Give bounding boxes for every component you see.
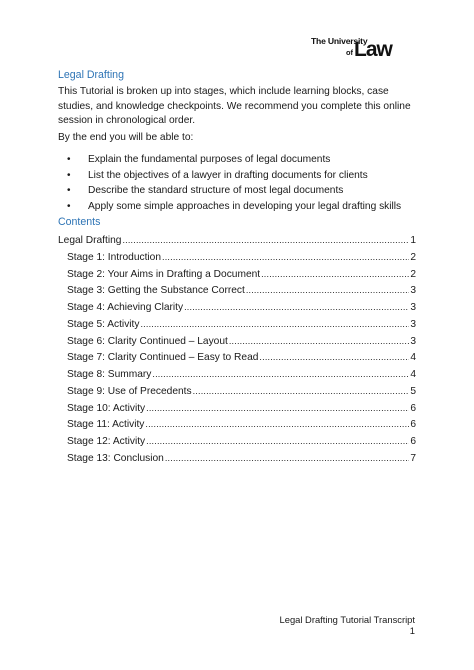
intro-paragraph: This Tutorial is broken up into stages, which include learning blocks, case studies, and knowledge checkpoints. We recommend you complete this online session in chronological order. [58, 86, 411, 127]
contents-heading: Contents [58, 216, 101, 228]
toc-leader-dots [229, 333, 409, 351]
toc-entry[interactable] [58, 383, 416, 400]
toc-entry-title[interactable]: Stage 11: Activity [67, 419, 145, 431]
toc-entry[interactable] [58, 450, 416, 467]
toc-entry-title[interactable]: Stage 13: Conclusion [67, 452, 164, 464]
toc-entry[interactable] [58, 249, 416, 266]
toc-entry-title[interactable]: Stage 12: Activity [67, 436, 146, 447]
logo-of: of [346, 48, 353, 57]
toc-entry-page[interactable]: 7 [410, 452, 416, 464]
toc-entry-title[interactable]: Stage 3: Getting the Substance Correct [67, 285, 245, 297]
toc-entry-title[interactable]: Stage 2: Your Aims in Drafting a Document [67, 268, 261, 280]
toc-entry[interactable] [58, 366, 416, 383]
toc-entry[interactable] [58, 232, 416, 249]
objective-text: Describe the standard structure of most legal documents [88, 185, 344, 197]
toc-entry-page[interactable]: 3 [410, 335, 416, 347]
objectives-lead: By the end you will be able to: [58, 132, 194, 143]
toc-entry-page[interactable]: 6 [410, 419, 416, 431]
toc-entry-page[interactable]: 2 [410, 268, 416, 280]
toc-entry-title[interactable]: Legal Drafting [58, 235, 122, 246]
objective-item [58, 183, 428, 199]
toc-entry-page[interactable]: 4 [410, 369, 416, 380]
toc-entry-title[interactable]: Stage 5: Activity [67, 318, 140, 330]
toc-entry-title[interactable]: Stage 6: Clarity Continued – Layout [67, 335, 228, 347]
toc-entry[interactable] [58, 433, 416, 450]
toc-entry-page[interactable]: 3 [410, 302, 416, 313]
toc-leader-dots [193, 383, 410, 401]
toc-entry-page[interactable]: 3 [410, 318, 416, 330]
toc-entry-title[interactable]: Stage 9: Use of Precedents [67, 385, 192, 397]
toc-entry[interactable] [58, 266, 416, 283]
footer-title: Legal Drafting Tutorial Transcript [279, 614, 415, 625]
footer-page-number: 1 [409, 625, 415, 636]
toc-leader-dots [145, 416, 409, 434]
toc-entry-title[interactable]: Stage 8: Summary [67, 369, 152, 380]
toc-entry-page[interactable]: 1 [410, 235, 416, 246]
table-of-contents [58, 232, 416, 467]
toc-entry[interactable] [58, 333, 416, 350]
bullet-icon: • [67, 154, 71, 165]
toc-leader-dots [146, 400, 409, 418]
objective-text: Explain the fundamental purposes of legal documents [88, 154, 331, 165]
objective-item [58, 199, 428, 215]
toc-leader-dots [162, 249, 409, 267]
bullet-icon: • [67, 169, 71, 181]
toc-entry-page[interactable]: 6 [410, 436, 416, 447]
toc-entry-page[interactable]: 4 [410, 352, 416, 364]
page-title: Legal Drafting [58, 69, 124, 81]
toc-leader-dots [152, 366, 409, 384]
toc-entry-title[interactable]: Stage 10: Activity [67, 402, 146, 414]
logo-line1: The University [311, 36, 368, 46]
toc-entry-page[interactable]: 6 [410, 402, 416, 414]
bullet-icon: • [67, 201, 71, 213]
toc-entry-page[interactable]: 2 [410, 251, 416, 263]
toc-entry[interactable] [58, 299, 416, 316]
toc-entry-page[interactable]: 5 [410, 385, 416, 397]
toc-entry[interactable] [58, 416, 416, 433]
bullet-icon: • [67, 185, 71, 197]
toc-leader-dots [122, 232, 409, 250]
toc-entry-title[interactable]: Stage 4: Achieving Clarity [67, 302, 184, 313]
toc-leader-dots [140, 316, 409, 334]
objective-item [58, 152, 428, 168]
university-logo [311, 34, 421, 60]
objective-item [58, 168, 428, 184]
toc-entry-title[interactable]: Stage 1: Introduction [67, 251, 162, 263]
toc-entry[interactable] [58, 349, 416, 366]
toc-entry-title[interactable]: Stage 7: Clarity Continued – Easy to Read [67, 352, 259, 364]
toc-leader-dots [146, 433, 409, 451]
logo-law: Law [354, 38, 392, 61]
objective-text: Apply some simple approaches in developing your legal drafting skills [88, 201, 402, 213]
toc-leader-dots [184, 299, 409, 317]
objective-text: List the objectives of a lawyer in drafting documents for clients [88, 169, 368, 181]
toc-leader-dots [259, 349, 409, 367]
toc-entry[interactable] [58, 282, 416, 299]
toc-entry[interactable] [58, 400, 416, 417]
toc-leader-dots [165, 450, 409, 468]
toc-leader-dots [246, 282, 410, 300]
objectives-list [58, 152, 428, 215]
toc-entry[interactable] [58, 316, 416, 333]
toc-leader-dots [261, 266, 409, 284]
toc-entry-page[interactable]: 3 [410, 285, 416, 297]
